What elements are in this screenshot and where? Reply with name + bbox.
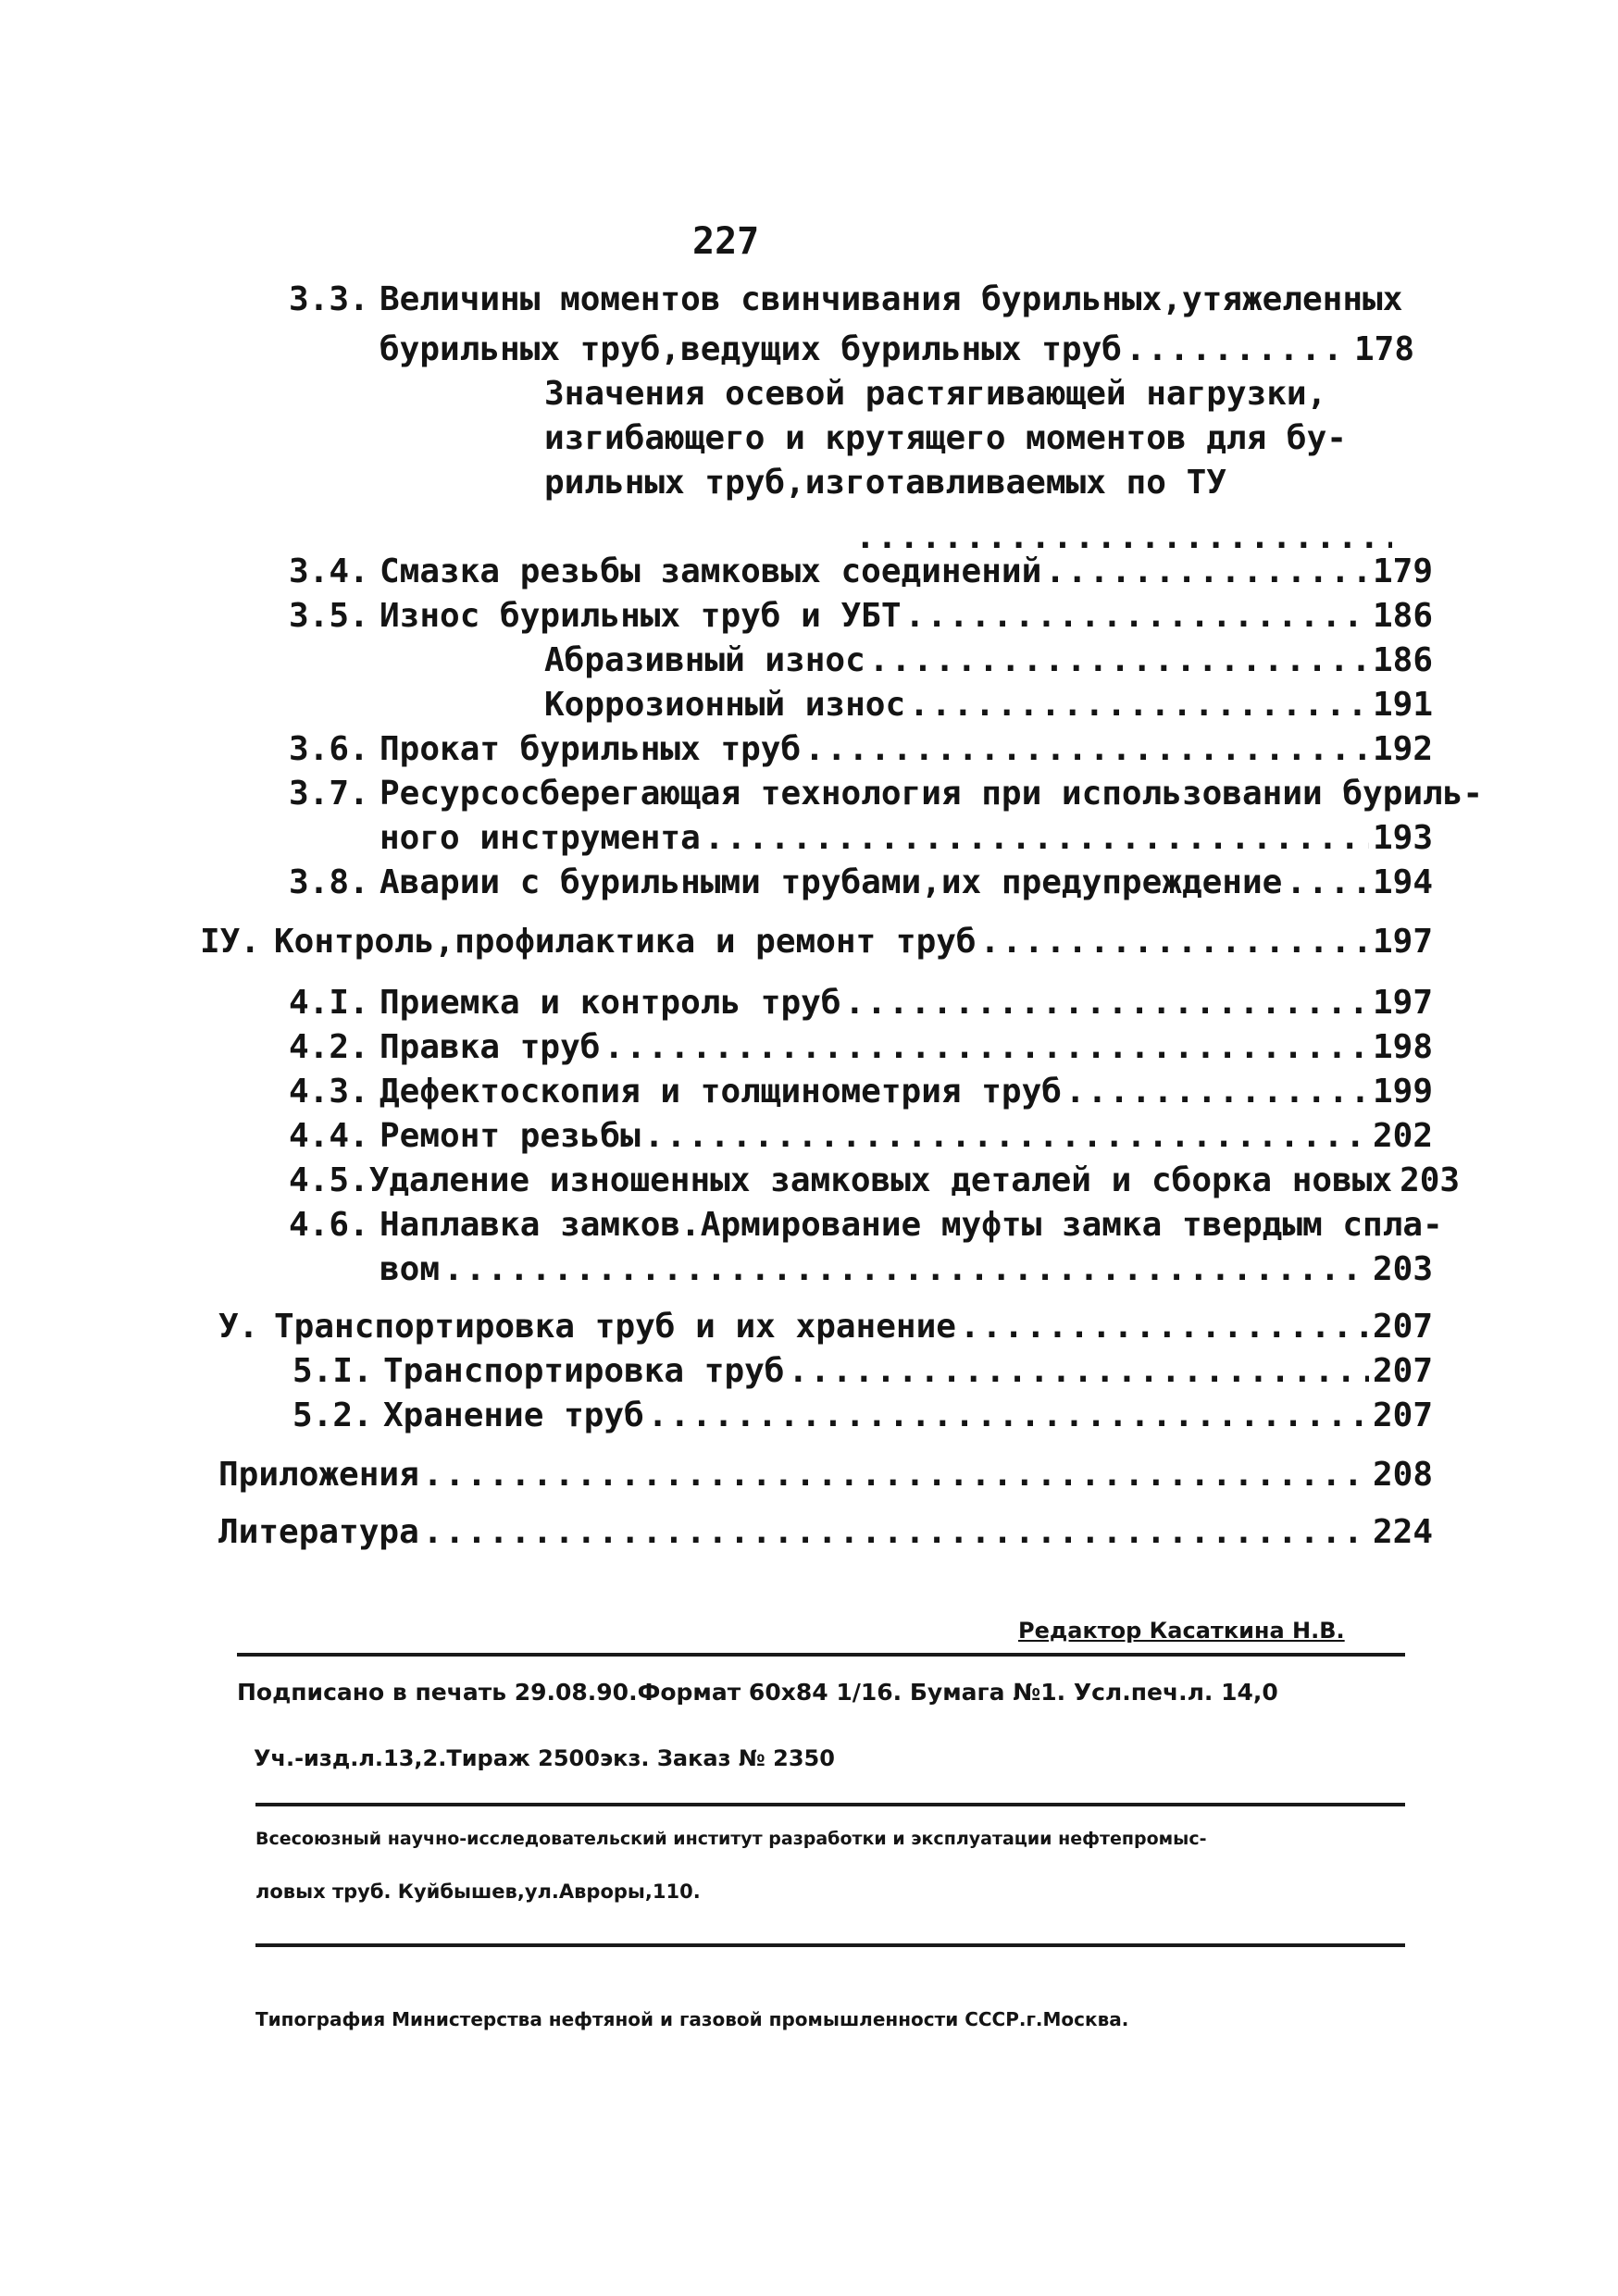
toc-item-3-6-page: 192 [1372,730,1433,768]
toc-entry-3-8 [289,863,1433,903]
toc-item-4-2-number: 4.2. [289,1028,369,1066]
toc-subitem-axial-line2: изгибающего и крутящего моментов для бу- [544,419,1347,457]
imprint-institute-line1: Всесоюзный научно-исследовательский институт разработки и эксплуатации нефтепромыс- [255,1829,1207,1849]
toc-item-4-3-page: 199 [1372,1073,1433,1111]
leader-dots [788,1351,1368,1392]
toc-subitem-abrasive-title: Абразивный износ [544,641,865,679]
leader-dots [905,596,1369,637]
toc-item-3-4-number: 3.4. [289,552,369,590]
toc-item-4-3-number: 4.3. [289,1073,369,1111]
toc-chapter-4-title: Контроль,профилактика и ремонт труб [274,923,977,961]
toc-item-3-8-page: 194 [1372,863,1433,901]
leader-dots [704,818,1369,859]
toc-entry-4-1 [289,983,1433,1024]
toc-item-4-2-title: Правка труб [380,1028,601,1066]
toc-item-3-4-page: 179 [1372,552,1433,590]
toc-item-4-1-page: 197 [1372,984,1433,1022]
toc-item-3-6-number: 3.6. [289,730,369,768]
toc-chapter-4-page: 197 [1372,923,1433,961]
page-number: 227 [692,220,760,263]
toc-entry-literature [218,1512,1433,1553]
toc-item-5-2-page: 207 [1372,1396,1433,1434]
toc-appendix-title: Приложения [218,1456,419,1494]
leader-dots [423,1455,1369,1496]
toc-item-4-6-title-line1: Наплавка замков.Армирование муфты замка твердым спла- [380,1206,1443,1244]
toc-item-4-5-number: 4.5. [289,1161,369,1199]
divider-rule [237,1653,1405,1657]
toc-entry-3-4 [289,552,1433,592]
leader-dots [644,1116,1369,1157]
toc-item-5-1-number: 5.I. [292,1352,373,1390]
toc-item-4-6-number: 4.6. [289,1206,369,1244]
toc-item-5-1-page: 207 [1372,1352,1433,1390]
toc-item-3-7-title-line1: Ресурсосберегающая технология при использовании буриль- [380,775,1484,813]
leader-dots [980,922,1369,962]
imprint-institute-line2: ловых труб. Куйбышев,ул.Авроры,110. [255,1880,701,1903]
toc-subitem-axial-line3: рильных труб,изготавливаемых по ТУ [544,464,1226,502]
toc-entry-4-3 [289,1072,1433,1112]
toc-item-5-2-number: 5.2. [292,1396,373,1434]
toc-item-3-3-page: 178 [1353,330,1414,368]
toc-chapter-4-number: IУ. [200,923,261,961]
toc-item-4-3-title: Дефектоскопия и толщинометрия труб [380,1073,1062,1111]
leader-dots [960,1307,1369,1347]
divider-rule [255,1803,1405,1806]
toc-item-3-8-title: Аварии с бурильными трубами,их предупреждение [380,863,1283,901]
leader-dots [845,983,1369,1024]
toc-item-3-3-title-line2: бурильных труб,ведущих бурильных труб [380,330,1122,368]
toc-item-3-5-page: 186 [1372,597,1433,635]
toc-item-3-3-title-line1: Величины моментов свинчивания бурильных,утяжеленных [380,280,1403,318]
toc-item-3-6-title: Прокат бурильных труб [380,730,802,768]
toc-chapter-5-page: 207 [1372,1308,1433,1346]
editor-credit: Редактор Касаткина Н.В. [1018,1618,1345,1644]
toc-item-3-5-title: Износ бурильных труб и УБТ [380,597,902,635]
leader-dots [423,1512,1369,1553]
leader-dots-standalone [855,518,1392,556]
toc-literature-title: Литература [218,1513,419,1551]
toc-entry-corrosion [544,685,1433,726]
toc-entry-5-1 [292,1351,1433,1392]
imprint-signed-line: Подписано в печать 29.08.90.Формат 60x84 1/16. Бумага №1. Усл.печ.л. 14,0 [237,1679,1278,1706]
toc-item-4-6-title-line2: вом [380,1250,441,1288]
leader-dots [1045,552,1369,592]
leader-dots [804,729,1369,770]
toc-subitem-corrosion-page: 191 [1372,686,1433,724]
toc-item-5-2-title: Хранение труб [383,1396,644,1434]
toc-entry-3-3 [380,329,1414,370]
toc-item-4-4-title: Ремонт резьбы [380,1117,641,1155]
toc-entry-5-2 [292,1396,1433,1436]
toc-appendix-page: 208 [1372,1456,1433,1494]
leader-dots [648,1396,1369,1436]
toc-literature-page: 224 [1372,1513,1433,1551]
toc-item-4-5-title: Удаление изношенных замковых деталей и сборка новых [368,1161,1393,1199]
leader-dots [909,685,1369,726]
toc-item-3-7-number: 3.7. [289,775,369,813]
leader-dots [869,640,1369,681]
toc-entry-3-5 [289,596,1433,637]
toc-item-5-1-title: Транспортировка труб [383,1352,785,1390]
imprint-tirage-line: Уч.-изд.л.13,2.Тираж 2500экз. Заказ № 2350 [254,1745,835,1771]
toc-entry-3-6 [289,729,1433,770]
toc-item-3-5-number: 3.5. [289,597,369,635]
toc-subitem-axial-line1: Значения осевой растягивающей нагрузки, [544,375,1327,413]
toc-entry-appendix [218,1455,1433,1496]
toc-item-3-7-title-line2: ного инструмента [380,819,701,857]
toc-chapter-5-title: Транспортировка труб и их хранение [274,1308,956,1346]
toc-entry-abrasive [544,640,1433,681]
toc-subitem-abrasive-page: 186 [1372,641,1433,679]
toc-item-4-4-page: 202 [1372,1117,1433,1155]
toc-entry-3-7 [380,818,1433,859]
toc-item-4-6-page: 203 [1372,1250,1433,1288]
leader-dots [1126,329,1350,370]
divider-rule [255,1943,1405,1947]
leader-dots [1065,1072,1369,1112]
toc-item-4-2-page: 198 [1372,1028,1433,1066]
toc-entry-4-6 [380,1249,1433,1290]
toc-item-4-1-title: Приемка и контроль труб [380,984,841,1022]
toc-item-4-1-number: 4.I. [289,984,369,1022]
leader-dots [604,1027,1369,1068]
toc-chapter-5-number: У. [218,1308,259,1346]
toc-entry-chapter-5 [218,1307,1433,1347]
toc-item-3-4-title: Смазка резьбы замковых соединений [380,552,1042,590]
toc-entry-4-2 [289,1027,1433,1068]
toc-item-4-5-page: 203 [1400,1161,1461,1199]
toc-subitem-corrosion-title: Коррозионный износ [544,686,906,724]
imprint-printer-line: Типография Министерства нефтяной и газовой промышленности СССР.г.Москва. [255,2008,1129,2030]
toc-entry-4-5 [289,1160,1461,1201]
toc-item-3-8-number: 3.8. [289,863,369,901]
toc-entry-4-4 [289,1116,1433,1157]
toc-entry-chapter-4 [200,922,1433,962]
leader-dots [443,1249,1369,1290]
toc-item-3-3-number: 3.3. [289,280,369,318]
toc-item-4-4-number: 4.4. [289,1117,369,1155]
leader-dots [1286,863,1369,903]
toc-item-3-7-page: 193 [1372,819,1433,857]
